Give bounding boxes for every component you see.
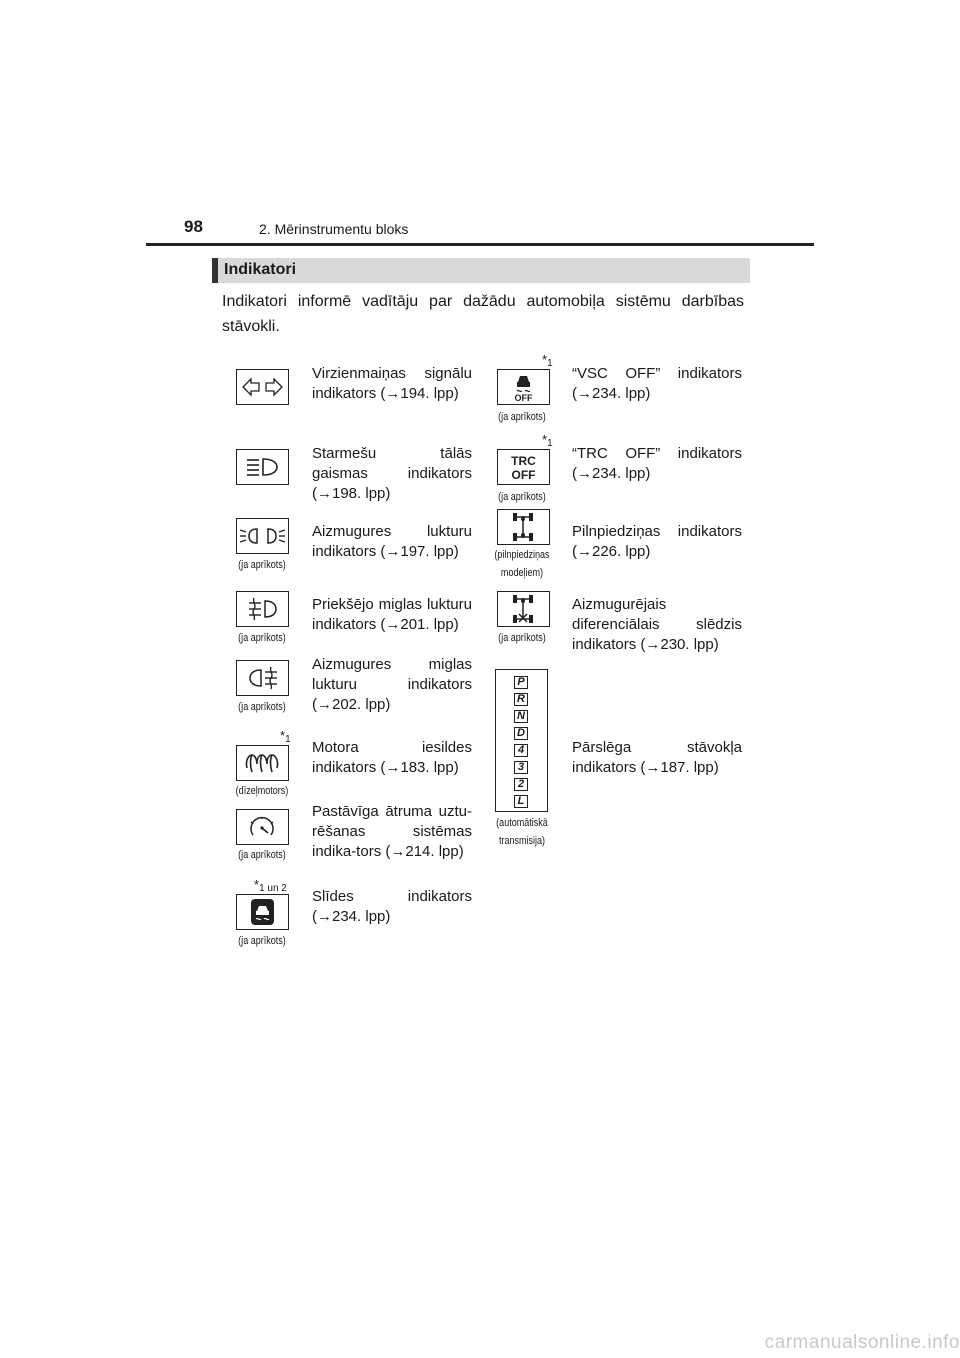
- diff-lock-note: (ja aprīkots): [498, 632, 546, 644]
- glow-plug-icon: [236, 745, 289, 781]
- vsc-off-footnote: $*_1$: [542, 352, 553, 369]
- rear-fog-desc: Aizmugures miglas lukturu indikators (→202. lpp): [312, 656, 472, 713]
- gear-d-icon: D: [514, 727, 528, 740]
- tail-light-note: (ja aprīkots): [238, 559, 286, 571]
- slip-desc: Slīdes indikators (→234. lpp): [312, 888, 472, 925]
- high-beam-icon: [236, 449, 289, 485]
- turn-signal-icon: [236, 369, 289, 405]
- gear-p-icon: P: [514, 676, 528, 689]
- shift-position-desc: Pārslēga stāvokļa indikators (→187. lpp): [572, 739, 742, 776]
- shift-note-line2: transmisija): [498, 835, 546, 847]
- front-fog-icon: [236, 591, 289, 627]
- front-fog-note: (ja aprīkots): [238, 632, 286, 644]
- gear-n-icon: N: [514, 710, 528, 723]
- shift-position-icon: [495, 669, 548, 812]
- trc-off-icon: [497, 449, 550, 485]
- trc-off-desc: “TRC OFF” indikators (→234. lpp): [572, 445, 742, 482]
- slip-icon: [236, 894, 289, 930]
- gear-r-icon: R: [514, 693, 528, 706]
- diff-lock-icon: [497, 591, 550, 627]
- trc-off-footnote: $*_1$: [542, 432, 553, 449]
- high-beam-desc: Starmešu tālās gaismas indikators (→198. lpp): [312, 445, 472, 502]
- slip-footnote: $*_{1 un 2}$: [254, 877, 287, 894]
- section-title: 2. Mērinstrumentu bloks: [259, 221, 409, 237]
- gear-3-icon: 3: [514, 761, 528, 774]
- svg-text:OFF: OFF: [514, 393, 533, 403]
- svg-text:TRC: TRC: [511, 454, 536, 468]
- glow-plug-desc: Motora iesildes indikators (→183. lpp): [312, 739, 472, 776]
- vsc-off-desc: “VSC OFF” indikators (→234. lpp): [572, 365, 742, 402]
- 4wd-desc: Pilnpiedziņas indikators (→226. lpp): [572, 523, 742, 560]
- gear-2-icon: 2: [514, 778, 528, 791]
- rear-fog-icon: [236, 660, 289, 696]
- 4wd-icon: [497, 509, 550, 545]
- vsc-off-note: (ja aprīkots): [498, 411, 546, 423]
- glow-plug-note: (dīzeļmotors): [235, 785, 289, 797]
- front-fog-desc: Priekšējo miglas lukturu indikators (→201. lpp): [312, 596, 472, 633]
- cruise-control-desc: Pastāvīga ātruma uztu-rēšanas sistēmas indika-tors (→214. lpp): [312, 803, 472, 860]
- glow-plug-footnote: $*_1$: [280, 728, 291, 745]
- rear-fog-note: (ja aprīkots): [238, 701, 286, 713]
- watermark: carmanualsonline.info: [764, 1332, 960, 1353]
- trc-off-note: (ja aprīkots): [498, 491, 546, 503]
- cruise-control-note: (ja aprīkots): [238, 849, 286, 861]
- tail-light-desc: Aizmugures lukturu indikators (→197. lpp): [312, 523, 472, 560]
- diff-lock-desc: Aizmugurējais diferenciālais slēdzis indikators (→230. lpp): [572, 596, 742, 653]
- cruise-control-icon: [236, 809, 289, 845]
- intro-paragraph: Indikatori informē vadītāju par dažādu automobiļa sistēmu darbības stāvokli.: [222, 293, 744, 335]
- shift-note-line1: (automātiskā: [496, 817, 548, 829]
- svg-text:OFF: OFF: [511, 468, 536, 482]
- page-number: 98: [184, 217, 203, 236]
- vsc-off-icon: [497, 369, 550, 405]
- 4wd-note-line2: modeļiem): [500, 567, 544, 579]
- slip-note: (ja aprīkots): [238, 935, 286, 947]
- turn-signal-desc: Virzienmaiņas signālu indikators (→194. lpp): [312, 365, 472, 402]
- header-rule: [146, 243, 814, 246]
- tail-light-icon: [236, 518, 289, 554]
- heading-title: Indikatori: [224, 261, 297, 278]
- heading-bar-accent: [212, 258, 218, 283]
- 4wd-note-line1: (pilnpiedziņas: [494, 549, 550, 561]
- gear-4-icon: 4: [514, 744, 528, 757]
- gear-l-icon: L: [514, 795, 528, 808]
